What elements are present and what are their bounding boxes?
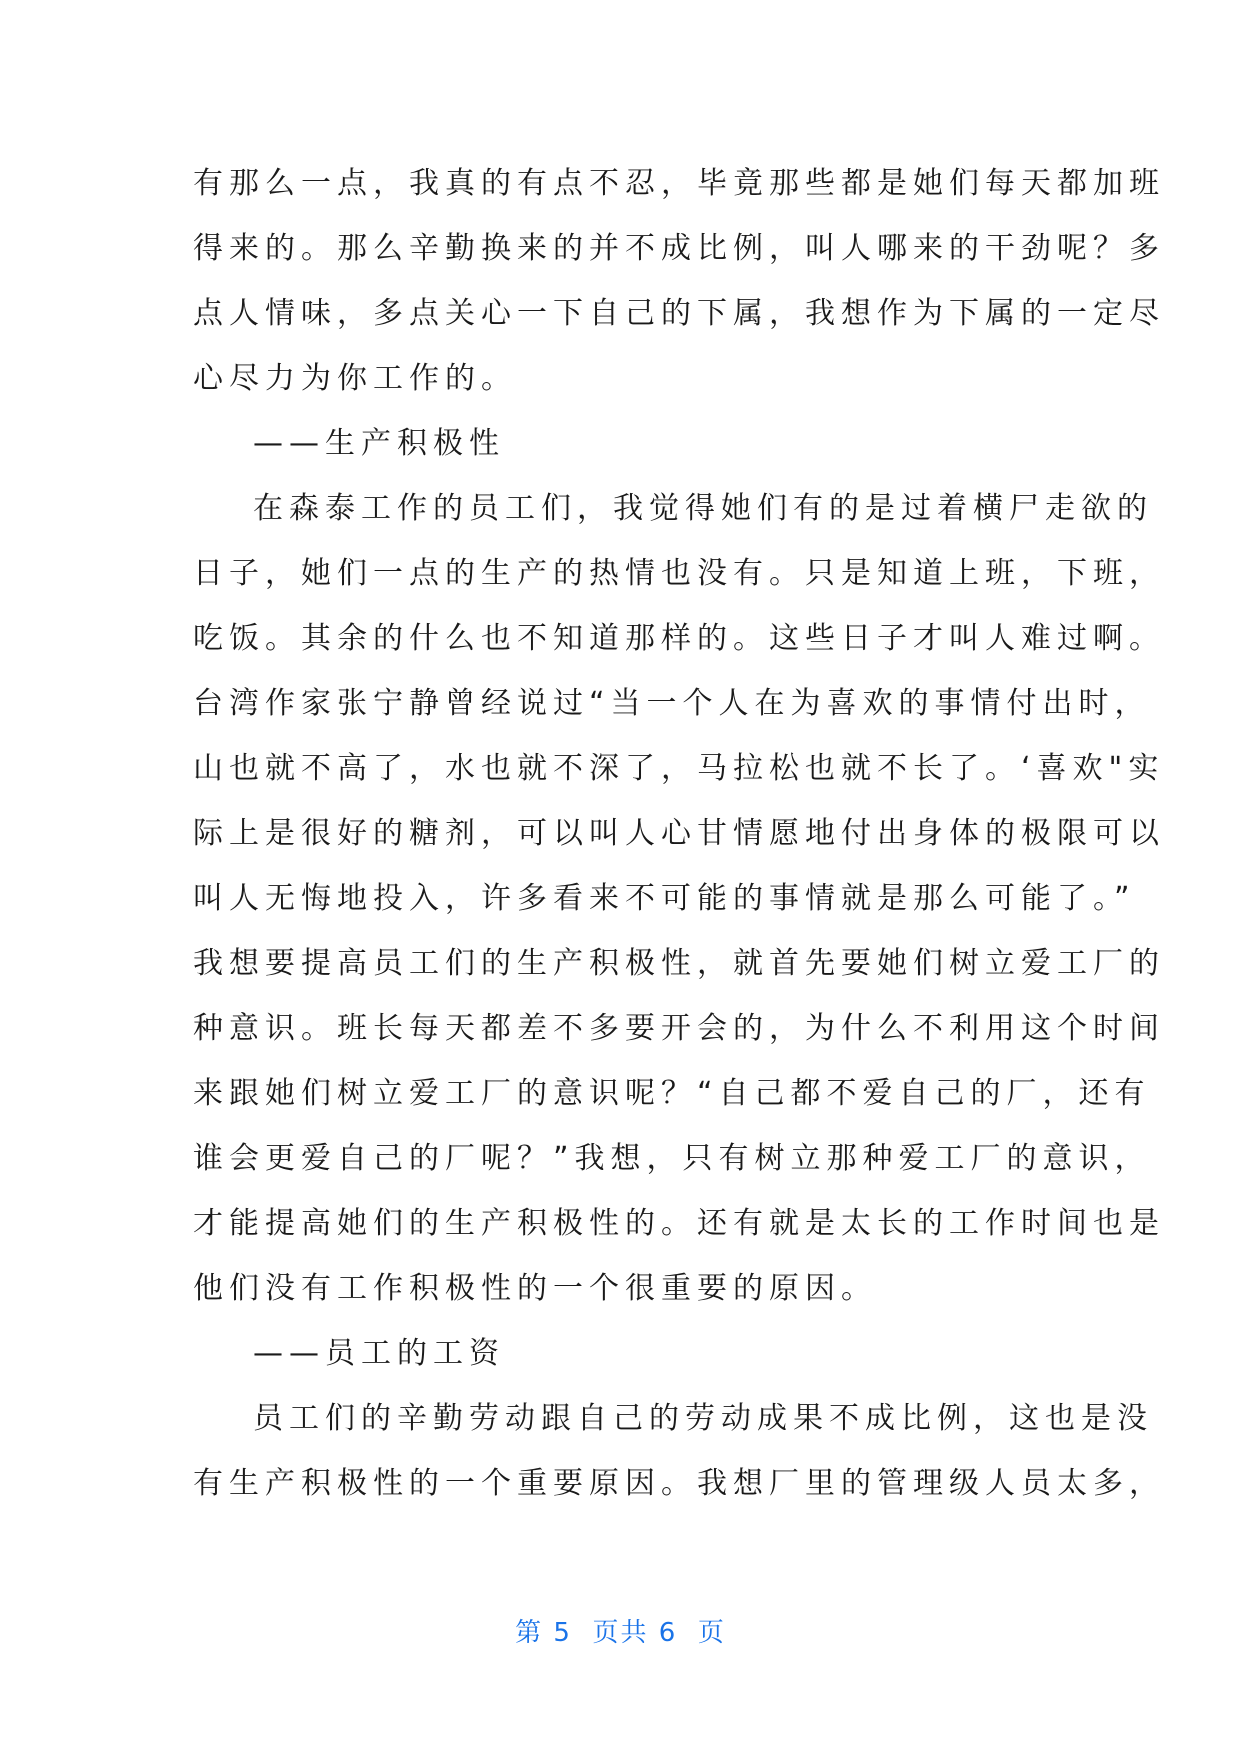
text-line: 在森泰工作的员工们，我觉得她们有的是过着横尸走欲的 bbox=[253, 491, 1153, 526]
text-line: 得来的。那么辛勤换来的并不成比例，叫人哪来的干劲呢？多 bbox=[193, 231, 1165, 266]
text-line: 谁会更爱自己的厂呢？”我想，只有树立那种爱工厂的意识， bbox=[193, 1141, 1151, 1176]
text-line: 员工们的辛勤劳动跟自己的劳动成果不成比例，这也是没 bbox=[253, 1401, 1153, 1436]
text-line: 际上是很好的糖剂，可以叫人心甘情愿地付出身体的极限可以 bbox=[193, 816, 1165, 851]
text-line: 台湾作家张宁静曾经说过“当一个人在为喜欢的事情付出时， bbox=[193, 686, 1151, 721]
text-line: 有生产积极性的一个重要原因。我想厂里的管理级人员太多， bbox=[193, 1466, 1165, 1501]
text-line: 他们没有工作积极性的一个很重要的原因。 bbox=[193, 1271, 877, 1306]
page-number-footer: 第 5 页共 6 页 bbox=[515, 1618, 726, 1648]
text-line: ——生产积极性 bbox=[253, 426, 505, 461]
body-text bbox=[193, 158, 1165, 1523]
text-line: 点人情味，多点关心一下自己的下属，我想作为下属的一定尽 bbox=[193, 296, 1165, 331]
text-line: ——员工的工资 bbox=[253, 1336, 505, 1371]
text-line: 心尽力为你工作的。 bbox=[193, 361, 517, 396]
text-line: 来跟她们树立爱工厂的意识呢？“自己都不爱自己的厂，还有 bbox=[193, 1076, 1151, 1111]
text-line: 叫人无悔地投入，许多看来不可能的事情就是那么可能了。” bbox=[193, 881, 1136, 916]
text-line: 日子，她们一点的生产的热情也没有。只是知道上班，下班， bbox=[193, 556, 1165, 591]
text-line: 山也就不高了，水也就不深了，马拉松也就不长了。‘喜欢"实 bbox=[193, 751, 1165, 786]
text-line: 种意识。班长每天都差不多要开会的，为什么不利用这个时间 bbox=[193, 1011, 1165, 1046]
text-line: 才能提高她们的生产积极性的。还有就是太长的工作时间也是 bbox=[193, 1206, 1165, 1241]
text-line: 有那么一点，我真的有点不忍，毕竟那些都是她们每天都加班 bbox=[193, 166, 1165, 201]
text-line: 吃饭。其余的什么也不知道那样的。这些日子才叫人难过啊。 bbox=[193, 621, 1165, 656]
text-line: 我想要提高员工们的生产积极性，就首先要她们树立爱工厂的 bbox=[193, 946, 1165, 981]
